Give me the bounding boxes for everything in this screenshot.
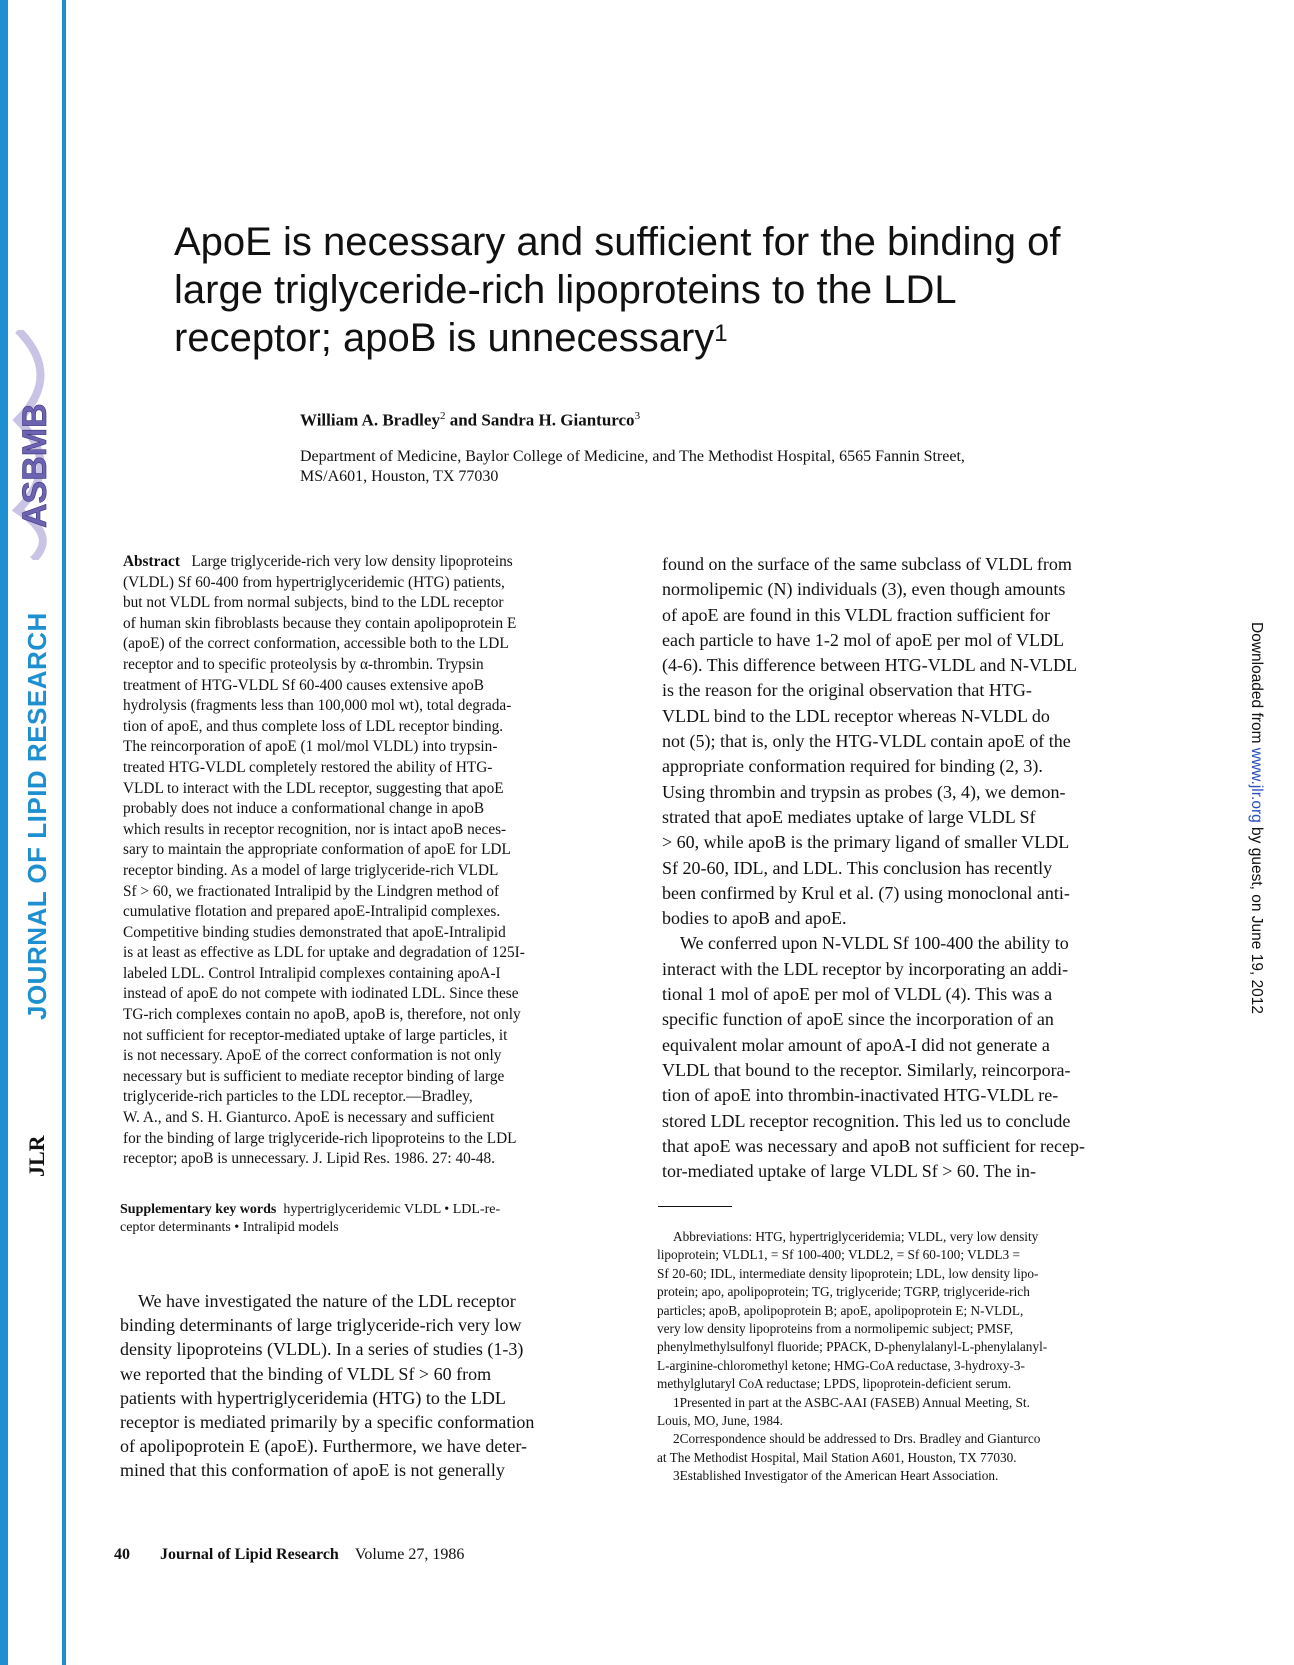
title-line-text: receptor; apoB is unnecessary: [174, 316, 715, 360]
footnote-line: Sf 20-60; IDL, intermediate density lipoprotein; LDL, low density lipo-: [657, 1265, 1039, 1281]
body-line: been confirmed by Krul et al. (7) using monoclonal anti-: [662, 882, 1070, 903]
abstract-line: The reincorporation of apoE (1 mol/mol VLDL) into trypsin-: [123, 738, 498, 756]
article-title: [174, 218, 1174, 362]
footnote-line: L-arginine-chloromethyl ketone; HMG-CoA reductase, 3-hydroxy-3-: [657, 1357, 1025, 1373]
title-line: ApoE is necessary and sufficient for the binding of: [174, 220, 1061, 264]
intro-line: mined that this conformation of apoE is not generally: [120, 1460, 505, 1481]
asbmb-logo-text: ASBMB: [16, 403, 54, 528]
title-line: large triglyceride-rich lipoproteins to the LDL: [174, 268, 957, 312]
footnote-line: 3Established Investigator of the American Heart Association.: [673, 1468, 999, 1484]
body-line: (4-6). This difference between HTG-VLDL and N-VLDL: [662, 655, 1078, 676]
abstract-line: triglyceride-rich particles to the LDL receptor.—Bradley,: [123, 1088, 473, 1106]
abstract-first-line: [123, 552, 618, 573]
abstract-line: receptor; apoB is unnecessary. J. Lipid Res. 1986. 27: 40-48.: [123, 1150, 496, 1168]
abstract-line: sary to maintain the appropriate conformation of apoE for LDL: [123, 841, 511, 859]
abstract-line: is at least as effective as LDL for uptake and degradation of 125I-: [123, 944, 525, 962]
body-line: tion of apoE into thrombin-inactivated HTG-VLDL re-: [662, 1085, 1059, 1106]
footnote-line: methylglutaryl CoA reductase; LPDS, lipoprotein-deficient serum.: [657, 1376, 1012, 1392]
body-line: not (5); that is, only the HTG-VLDL contain apoE of the: [662, 731, 1071, 752]
body-line: appropriate conformation required for binding (2, 3).: [662, 756, 1043, 777]
body-line: tional 1 mol of apoE per mol of VLDL (4). This was a: [662, 984, 1053, 1005]
author-footnote-mark: 3: [634, 410, 641, 422]
body-line: each particle to have 1-2 mol of apoE per mol of VLDL: [662, 629, 1065, 650]
body-line: strated that apoE mediates uptake of large VLDL Sf: [662, 806, 1036, 827]
asbmb-logo: [8, 330, 58, 560]
abstract-line: for the binding of large triglyceride-rich lipoproteins to the LDL: [123, 1129, 517, 1147]
author-name: Sandra H. Gianturco: [481, 410, 635, 430]
body-line: > 60, while apoB is the primary ligand of smaller VLDL: [662, 832, 1070, 853]
author-name: William A. Bradley: [300, 410, 440, 430]
footnote-line: lipoprotein; VLDL1, = Sf 100-400; VLDL2, = Sf 60-100; VLDL3 =: [657, 1247, 1021, 1263]
body-line: specific function of apoE since the incorporation of an: [662, 1009, 1054, 1030]
sidebar-accent-strip: [0, 0, 8, 1665]
abstract-line: TG-rich complexes contain no apoB, apoB is, therefore, not only: [123, 1006, 521, 1024]
body-line: bodies to apoB and apoE.: [662, 908, 847, 929]
footnote-line: at The Methodist Hospital, Mail Station A601, Houston, TX 77030.: [657, 1449, 1017, 1465]
title-line: [174, 314, 1174, 362]
abstract-line: hydrolysis (fragments less than 100,000 mol wt), total degrada-: [123, 697, 512, 715]
jlr-logo: [12, 1135, 52, 1180]
body-line: interact with the LDL receptor by incorporating an addi-: [662, 958, 1069, 979]
download-link[interactable]: www.jlr.org: [1248, 747, 1265, 823]
body-line: found on the surface of the same subclass of VLDL from: [662, 554, 1072, 574]
abstract-line: Sf > 60, we fractionated Intralipid by the Lindgren method of: [123, 882, 500, 900]
body-line: tor-mediated uptake of large VLDL Sf > 60. The in-: [662, 1161, 1037, 1182]
abstract-line: receptor binding. As a model of large triglyceride-rich VLDL: [123, 861, 499, 879]
keywords-label: Supplementary key words: [120, 1202, 277, 1217]
footnote-line: Louis, MO, June, 1984.: [657, 1413, 783, 1429]
abstract-line: tion of apoE, and thus complete loss of LDL receptor binding.: [123, 717, 504, 735]
footnotes: [657, 1228, 1157, 1486]
abstract-line: receptor and to specific proteolysis by α-thrombin. Trypsin: [123, 655, 484, 673]
download-note: [1247, 622, 1265, 1014]
journal-vertical-title: JOURNAL OF LIPID RESEARCH: [22, 612, 52, 1020]
author-joiner: and: [445, 410, 482, 430]
body-line: stored LDL receptor recognition. This led us to conclude: [662, 1110, 1071, 1131]
abstract-line: not sufficient for receptor-mediated uptake of large particles, it: [123, 1026, 508, 1044]
affiliation: [300, 447, 965, 487]
body-line: We conferred upon N-VLDL Sf 100-400 the ability to: [680, 933, 1069, 954]
intro-line: receptor is mediated primarily by a specific conformation: [120, 1412, 535, 1433]
abstract-line: labeled LDL. Control Intralipid complexes containing apoA-I: [123, 964, 501, 982]
download-suffix: by guest, on June 19, 2012: [1248, 822, 1265, 1015]
body-line: VLDL bind to the LDL receptor whereas N-VLDL do: [662, 705, 1050, 726]
body-line: normolipemic (N) individuals (3), even though amounts: [662, 579, 1066, 600]
body-line: is the reason for the original observation that HTG-: [662, 680, 1032, 701]
keywords-line: hypertriglyceridemic VLDL • LDL-re-: [283, 1202, 501, 1217]
keywords-first-line: [120, 1201, 620, 1219]
intro-line: density lipoproteins (VLDL). In a series of studies (1-3): [120, 1339, 524, 1360]
abstract-label: Abstract: [123, 553, 180, 570]
abstract-line: instead of apoE do not compete with iodinated LDL. Since these: [123, 985, 519, 1003]
footnote-line: particles; apoB, apolipoprotein B; apoE, apolipoprotein E; N-VLDL,: [657, 1302, 1024, 1318]
footer-journal-name: Journal of Lipid Research: [160, 1546, 339, 1563]
affiliation-line: Department of Medicine, Baylor College of Medicine, and The Methodist Hospital, 6565 Fannin Street,: [300, 448, 965, 465]
abstract-line: of human skin fibroblasts because they contain apolipoprotein E: [123, 614, 517, 632]
abstract-line: Large triglyceride-rich very low density lipoproteins: [191, 553, 513, 570]
abstract-line: but not VLDL from normal subjects, bind to the LDL receptor: [123, 594, 504, 612]
keywords-line: ceptor determinants • Intralipid models: [120, 1220, 339, 1235]
intro-line: binding determinants of large triglyceride-rich very low: [120, 1315, 522, 1336]
download-prefix: Downloaded from: [1248, 622, 1265, 748]
title-footnote-mark: 1: [714, 320, 728, 347]
abstract-line: cumulative flotation and prepared apoE-Intralipid complexes.: [123, 903, 501, 921]
intro-line: We have investigated the nature of the LDL receptor: [138, 1291, 516, 1311]
footnote-rule: [658, 1206, 732, 1207]
affiliation-line: MS/A601, Houston, TX 77030: [300, 468, 499, 485]
body-line: of apoE are found in this VLDL fraction sufficient for: [662, 604, 1051, 625]
body-line: VLDL that bound to the receptor. Similarly, reincorpora-: [662, 1059, 1071, 1080]
keywords: [120, 1201, 620, 1237]
abstract-line: treated HTG-VLDL completely restored the ability of HTG-: [123, 758, 493, 776]
abstract-line: is not necessary. ApoE of the correct conformation is not only: [123, 1047, 502, 1065]
abstract-line: VLDL to interact with the LDL receptor, suggesting that apoE: [123, 779, 504, 797]
footnote-line: 2Correspondence should be addressed to Drs. Bradley and Gianturco: [673, 1431, 1041, 1447]
abstract-line: necessary but is sufficient to mediate receptor binding of large: [123, 1067, 505, 1085]
jlr-logo-text: JLR: [24, 1135, 49, 1177]
footnote-line: protein; apo, apolipoprotein; TG, triglyceride; TGRP, triglyceride-rich: [657, 1284, 1030, 1300]
intro-paragraph: [120, 1289, 620, 1483]
sidebar-accent-line: [62, 0, 66, 1665]
footer-volume: Volume 27, 1986: [354, 1546, 465, 1563]
body-line: Using thrombin and trypsin as probes (3, 4), we demon-: [662, 781, 1066, 802]
footnote-line: 1Presented in part at the ASBC-AAI (FASEB) Annual Meeting, St.: [673, 1394, 1030, 1410]
abstract-line: probably does not induce a conformational change in apoB: [123, 800, 485, 818]
abstract-line: treatment of HTG-VLDL Sf 60-400 causes extensive apoB: [123, 676, 484, 694]
abstract-line: W. A., and S. H. Gianturco. ApoE is necessary and sufficient: [123, 1109, 495, 1127]
footnote-line: phenylmethylsulfonyl fluoride; PPACK, D-phenylalanyl-L-phenylalanyl-: [657, 1339, 1048, 1355]
author-footnote-mark: 2: [439, 410, 446, 422]
body-line: Sf 20-60, IDL, and LDL. This conclusion has recently: [662, 857, 1053, 878]
abstract-line: (VLDL) Sf 60-400 from hypertriglyceridemic (HTG) patients,: [123, 573, 505, 591]
intro-line: patients with hypertriglyceridemia (HTG) to the LDL: [120, 1387, 506, 1408]
body-line: equivalent molar amount of apoA-I did not generate a: [662, 1034, 1050, 1055]
footnote-line: Abbreviations: HTG, hypertriglyceridemia; VLDL, very low density: [673, 1229, 1039, 1244]
abstract-line: (apoE) of the correct conformation, accessible both to the LDL: [123, 635, 509, 653]
abstract-line: which results in receptor recognition, nor is intact apoB neces-: [123, 820, 507, 838]
intro-line: of apolipoprotein E (apoE). Furthermore, we have deter-: [120, 1436, 527, 1457]
page-number: 40: [114, 1546, 130, 1563]
abstract: [123, 552, 618, 1170]
abstract-line: Competitive binding studies demonstrated that apoE-Intralipid: [123, 923, 506, 941]
right-column: [662, 552, 1160, 1184]
intro-line: we reported that the binding of VLDL Sf > 60 from: [120, 1363, 492, 1384]
authors: [300, 410, 640, 431]
page-footer: [114, 1546, 464, 1564]
body-line: that apoE was necessary and apoB not sufficient for recep-: [662, 1135, 1086, 1156]
footnote-line: very low density lipoproteins from a normolipemic subject; PMSF,: [657, 1321, 1014, 1337]
